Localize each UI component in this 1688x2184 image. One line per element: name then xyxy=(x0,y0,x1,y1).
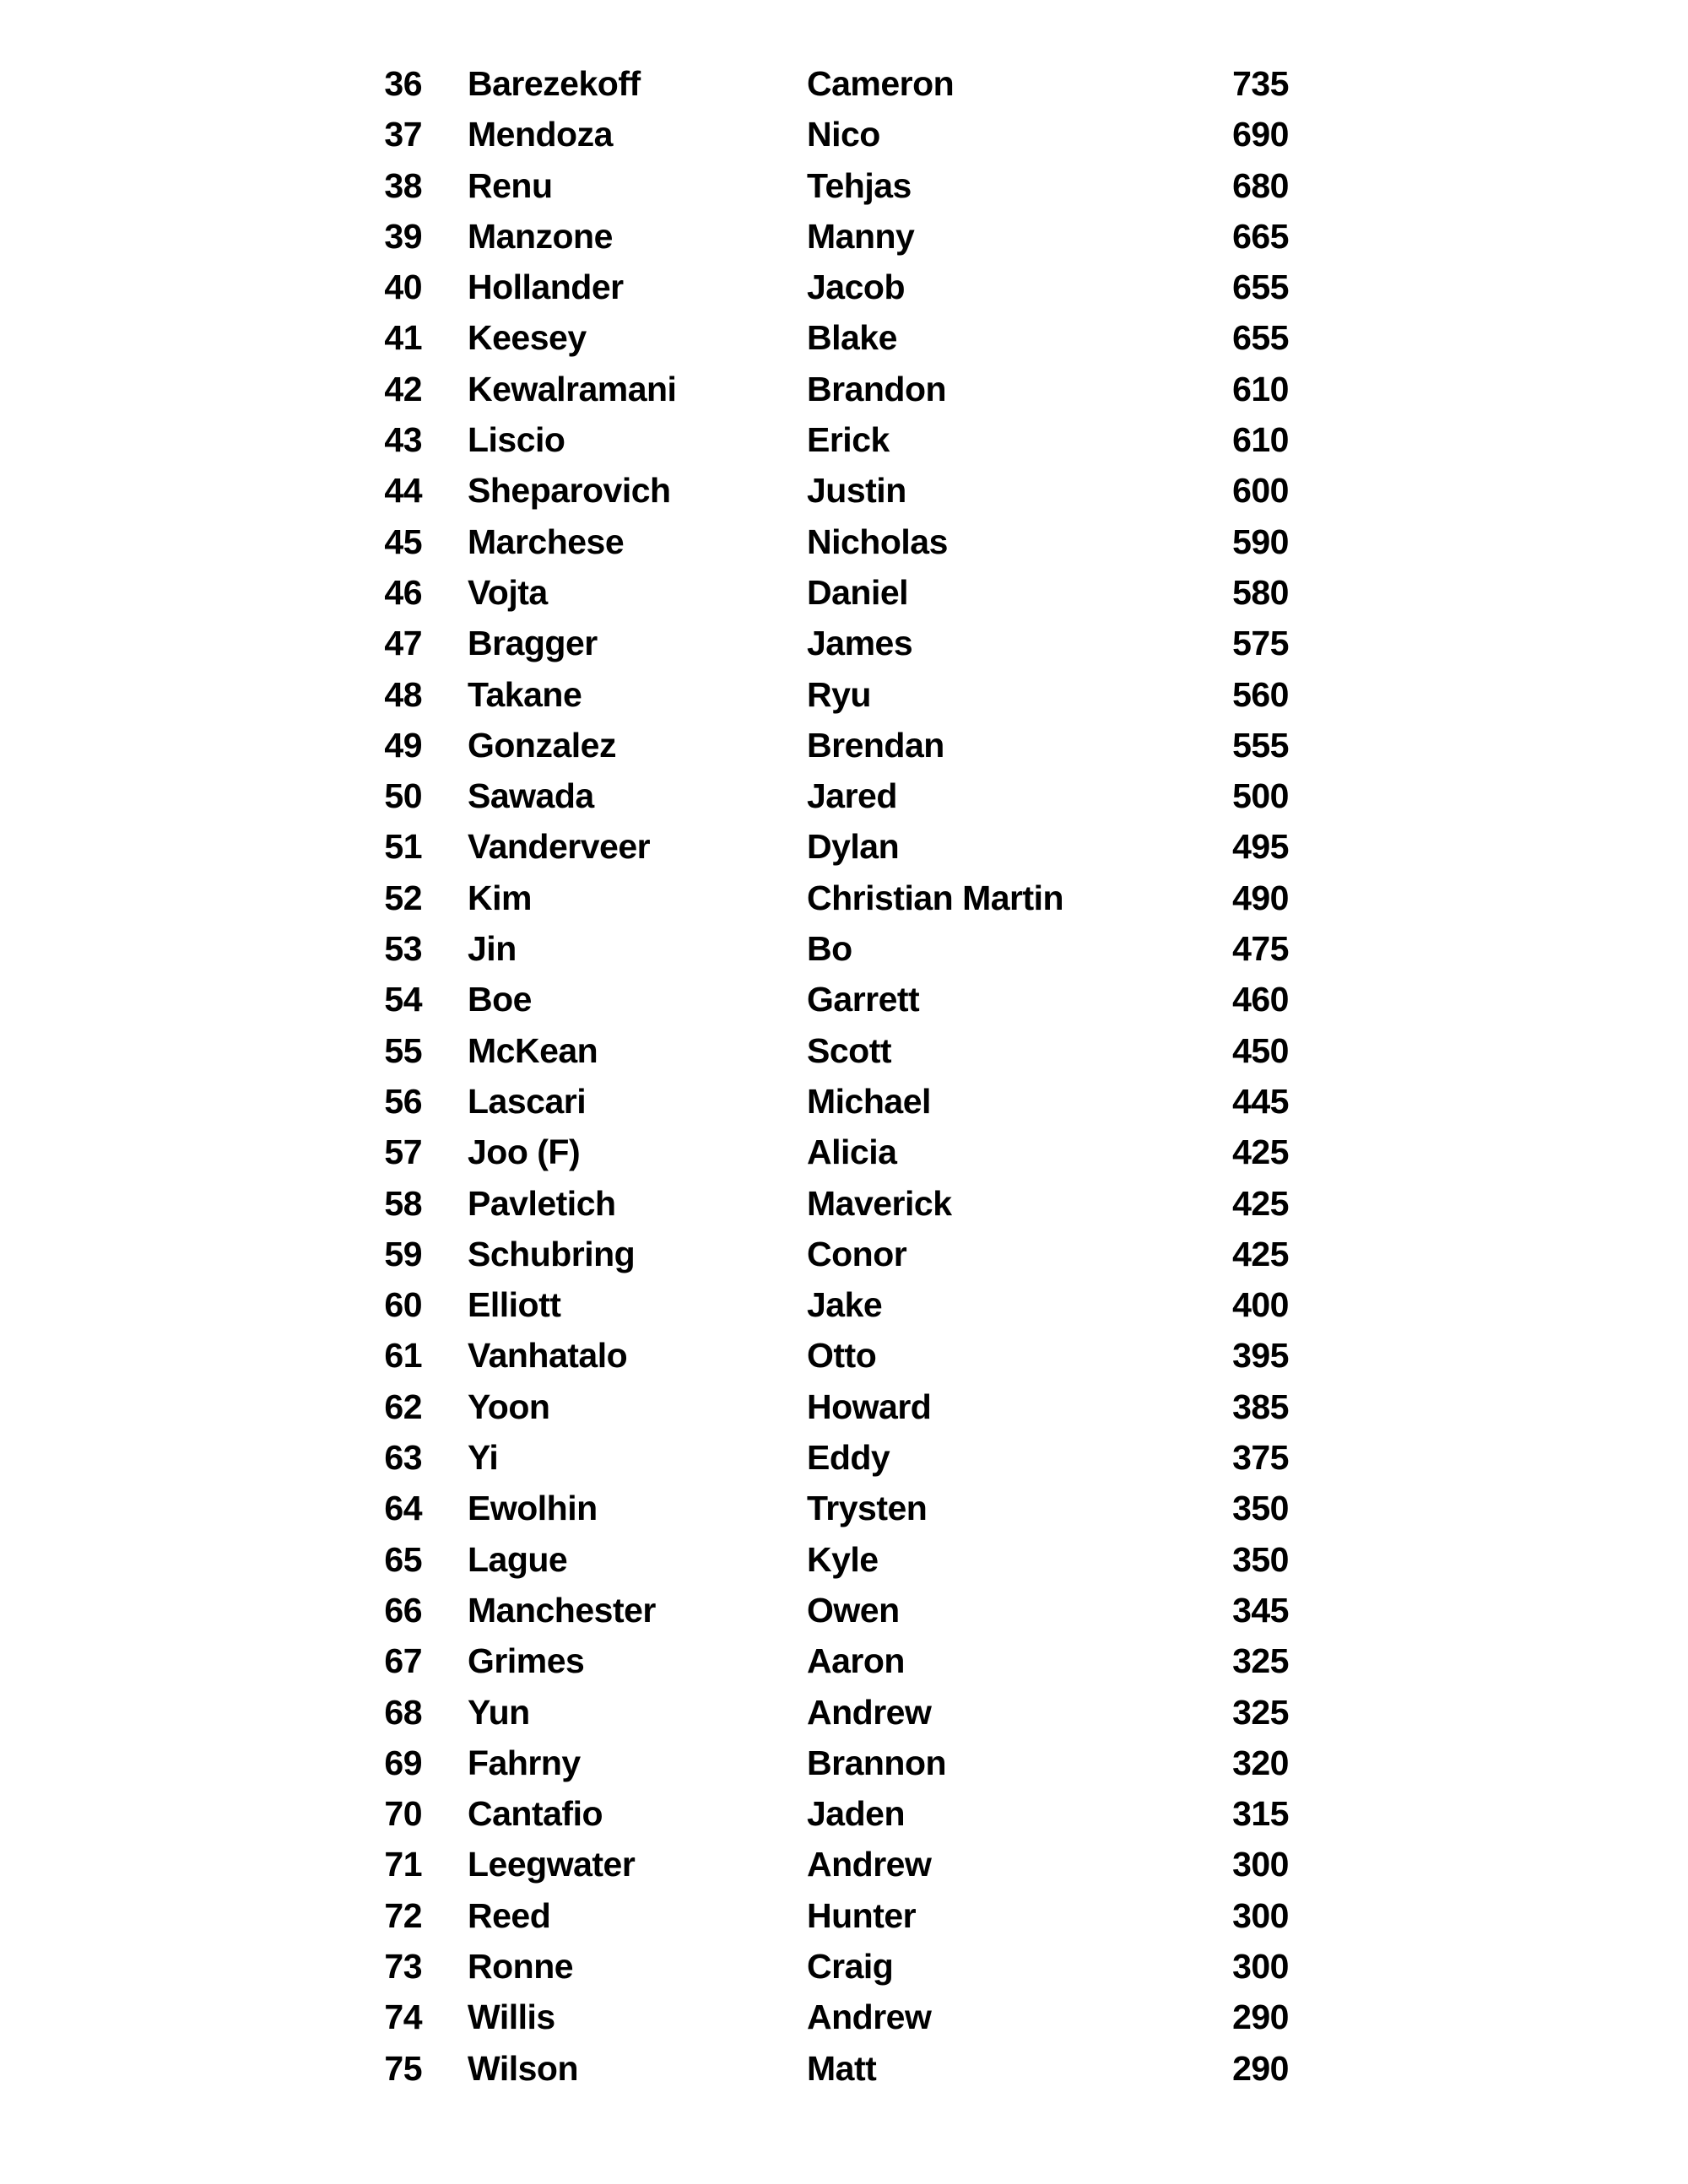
list-row xyxy=(0,669,1688,720)
rank-number: 42 xyxy=(384,369,422,408)
last-name: Leegwater xyxy=(468,1845,636,1884)
score: 400 xyxy=(1232,1285,1289,1325)
list-row xyxy=(0,1890,1688,1941)
rank-number: 53 xyxy=(384,929,422,969)
list-row xyxy=(0,1635,1688,1686)
first-name: Brendan xyxy=(807,725,944,765)
list-row xyxy=(0,1178,1688,1229)
list-row xyxy=(0,2043,1688,2094)
list-row xyxy=(0,974,1688,1024)
list-row xyxy=(0,109,1688,159)
rank-number: 52 xyxy=(384,878,422,917)
last-name: Sheparovich xyxy=(468,471,671,511)
first-name: Alicia xyxy=(807,1133,897,1172)
score: 610 xyxy=(1232,369,1289,408)
list-row xyxy=(0,364,1688,414)
list-row xyxy=(0,1687,1688,1738)
rank-number: 55 xyxy=(384,1030,422,1070)
last-name: Yoon xyxy=(468,1387,550,1426)
last-name: Grimes xyxy=(468,1641,585,1681)
rank-number: 65 xyxy=(384,1539,422,1579)
score: 290 xyxy=(1232,1997,1289,2037)
score: 490 xyxy=(1232,878,1289,917)
score: 315 xyxy=(1232,1794,1289,1834)
last-name: Ronne xyxy=(468,1946,574,1986)
rank-number: 59 xyxy=(384,1234,422,1273)
first-name: Manny xyxy=(807,216,915,256)
last-name: Renu xyxy=(468,165,553,205)
first-name: Conor xyxy=(807,1234,907,1273)
score: 450 xyxy=(1232,1030,1289,1070)
score: 345 xyxy=(1232,1590,1289,1630)
last-name: Kewalramani xyxy=(468,369,677,408)
first-name: Kyle xyxy=(807,1539,879,1579)
first-name: Nico xyxy=(807,115,880,154)
rank-number: 40 xyxy=(384,268,422,307)
score: 300 xyxy=(1232,1895,1289,1935)
last-name: Gonzalez xyxy=(468,725,616,765)
rank-number: 43 xyxy=(384,420,422,460)
first-name: Erick xyxy=(807,420,890,460)
score: 460 xyxy=(1232,980,1289,1019)
list-row xyxy=(0,1381,1688,1432)
score: 325 xyxy=(1232,1692,1289,1732)
last-name: Yun xyxy=(468,1692,530,1732)
last-name: Takane xyxy=(468,674,582,714)
rank-number: 46 xyxy=(384,572,422,612)
rank-number: 50 xyxy=(384,776,422,816)
first-name: Jared xyxy=(807,776,897,816)
rank-number: 57 xyxy=(384,1133,422,1172)
list-row xyxy=(0,1229,1688,1279)
last-name: Ewolhin xyxy=(468,1489,598,1528)
score: 580 xyxy=(1232,572,1289,612)
score: 395 xyxy=(1232,1336,1289,1376)
rank-number: 73 xyxy=(384,1946,422,1986)
first-name: Ryu xyxy=(807,674,871,714)
last-name: Fahrny xyxy=(468,1743,581,1782)
score: 655 xyxy=(1232,318,1289,358)
list-row xyxy=(0,1279,1688,1330)
first-name: Justin xyxy=(807,471,906,511)
first-name: Eddy xyxy=(807,1438,890,1478)
rank-number: 45 xyxy=(384,522,422,561)
last-name: Elliott xyxy=(468,1285,561,1325)
first-name: Bo xyxy=(807,929,852,969)
last-name: Jin xyxy=(468,929,517,969)
score: 495 xyxy=(1232,827,1289,867)
list-row xyxy=(0,312,1688,363)
score: 735 xyxy=(1232,64,1289,103)
last-name: McKean xyxy=(468,1030,598,1070)
last-name: Cantafio xyxy=(468,1794,603,1834)
score: 680 xyxy=(1232,165,1289,205)
first-name: Howard xyxy=(807,1387,932,1426)
rank-number: 64 xyxy=(384,1489,422,1528)
first-name: Tehjas xyxy=(807,165,912,205)
last-name: Lascari xyxy=(468,1081,587,1121)
last-name: Vojta xyxy=(468,572,548,612)
rank-number: 70 xyxy=(384,1794,422,1834)
score: 385 xyxy=(1232,1387,1289,1426)
score: 655 xyxy=(1232,268,1289,307)
score: 690 xyxy=(1232,115,1289,154)
rank-number: 44 xyxy=(384,471,422,511)
first-name: Andrew xyxy=(807,1997,932,2037)
score: 610 xyxy=(1232,420,1289,460)
score: 500 xyxy=(1232,776,1289,816)
list-row xyxy=(0,1941,1688,1992)
last-name: Vanhatalo xyxy=(468,1336,628,1376)
first-name: Andrew xyxy=(807,1692,932,1732)
score: 555 xyxy=(1232,725,1289,765)
last-name: Mendoza xyxy=(468,115,613,154)
rank-number: 62 xyxy=(384,1387,422,1426)
first-name: Dylan xyxy=(807,827,900,867)
score: 300 xyxy=(1232,1845,1289,1884)
first-name: Otto xyxy=(807,1336,877,1376)
rank-number: 74 xyxy=(384,1997,422,2037)
last-name: Bragger xyxy=(468,624,598,663)
score: 425 xyxy=(1232,1234,1289,1273)
rank-number: 72 xyxy=(384,1895,422,1935)
last-name: Barezekoff xyxy=(468,64,641,103)
list-row xyxy=(0,1025,1688,1076)
list-row xyxy=(0,1992,1688,2042)
first-name: Michael xyxy=(807,1081,931,1121)
rank-number: 38 xyxy=(384,165,422,205)
score: 350 xyxy=(1232,1539,1289,1579)
last-name: Boe xyxy=(468,980,532,1019)
score: 475 xyxy=(1232,929,1289,969)
score: 320 xyxy=(1232,1743,1289,1782)
last-name: Schubring xyxy=(468,1234,636,1273)
last-name: Lague xyxy=(468,1539,568,1579)
list-row xyxy=(0,160,1688,211)
list-row xyxy=(0,262,1688,312)
first-name: James xyxy=(807,624,913,663)
first-name: Jaden xyxy=(807,1794,905,1834)
first-name: Blake xyxy=(807,318,897,358)
rank-number: 75 xyxy=(384,2048,422,2088)
list-row xyxy=(0,821,1688,872)
rank-number: 41 xyxy=(384,318,422,358)
list-row xyxy=(0,873,1688,923)
first-name: Trysten xyxy=(807,1489,928,1528)
first-name: Andrew xyxy=(807,1845,932,1884)
list-row xyxy=(0,618,1688,668)
rank-number: 51 xyxy=(384,827,422,867)
last-name: Yi xyxy=(468,1438,499,1478)
rank-number: 58 xyxy=(384,1183,422,1223)
list-row xyxy=(0,567,1688,618)
first-name: Scott xyxy=(807,1030,891,1070)
list-row xyxy=(0,465,1688,516)
score: 590 xyxy=(1232,522,1289,561)
last-name: Willis xyxy=(468,1997,555,2037)
rank-number: 47 xyxy=(384,624,422,663)
list-row xyxy=(0,1127,1688,1177)
rank-number: 71 xyxy=(384,1845,422,1884)
first-name: Brandon xyxy=(807,369,947,408)
score: 325 xyxy=(1232,1641,1289,1681)
score: 425 xyxy=(1232,1183,1289,1223)
first-name: Maverick xyxy=(807,1183,952,1223)
list-row xyxy=(0,1432,1688,1483)
rank-number: 36 xyxy=(384,64,422,103)
first-name: Craig xyxy=(807,1946,894,1986)
last-name: Vanderveer xyxy=(468,827,651,867)
first-name: Cameron xyxy=(807,64,955,103)
list-row xyxy=(0,1738,1688,1788)
last-name: Reed xyxy=(468,1895,551,1935)
first-name: Jacob xyxy=(807,268,905,307)
rank-number: 61 xyxy=(384,1336,422,1376)
rank-number: 39 xyxy=(384,216,422,256)
list-row xyxy=(0,770,1688,821)
first-name: Christian Martin xyxy=(807,878,1064,917)
first-name: Aaron xyxy=(807,1641,905,1681)
rank-number: 37 xyxy=(384,115,422,154)
score: 375 xyxy=(1232,1438,1289,1478)
score: 560 xyxy=(1232,674,1289,714)
list-row xyxy=(0,1330,1688,1381)
last-name: Liscio xyxy=(468,420,565,460)
list-row xyxy=(0,1788,1688,1839)
score: 445 xyxy=(1232,1081,1289,1121)
last-name: Wilson xyxy=(468,2048,579,2088)
list-row xyxy=(0,58,1688,109)
last-name: Sawada xyxy=(468,776,594,816)
list-row xyxy=(0,1076,1688,1127)
rank-number: 63 xyxy=(384,1438,422,1478)
list-row xyxy=(0,414,1688,465)
score: 425 xyxy=(1232,1133,1289,1172)
score: 575 xyxy=(1232,624,1289,663)
list-row xyxy=(0,516,1688,567)
last-name: Marchese xyxy=(468,522,625,561)
last-name: Kim xyxy=(468,878,532,917)
ranking-list xyxy=(0,58,1688,2094)
list-row xyxy=(0,923,1688,974)
list-row xyxy=(0,1483,1688,1533)
first-name: Owen xyxy=(807,1590,900,1630)
first-name: Matt xyxy=(807,2048,877,2088)
rank-number: 67 xyxy=(384,1641,422,1681)
list-row xyxy=(0,211,1688,262)
rank-number: 60 xyxy=(384,1285,422,1325)
rank-number: 68 xyxy=(384,1692,422,1732)
score: 290 xyxy=(1232,2048,1289,2088)
score: 350 xyxy=(1232,1489,1289,1528)
list-row xyxy=(0,720,1688,770)
first-name: Brannon xyxy=(807,1743,947,1782)
rank-number: 54 xyxy=(384,980,422,1019)
first-name: Nicholas xyxy=(807,522,948,561)
first-name: Jake xyxy=(807,1285,883,1325)
first-name: Daniel xyxy=(807,572,909,612)
rank-number: 48 xyxy=(384,674,422,714)
first-name: Garrett xyxy=(807,980,920,1019)
last-name: Keesey xyxy=(468,318,587,358)
last-name: Pavletich xyxy=(468,1183,616,1223)
last-name: Joo (F) xyxy=(468,1133,581,1172)
score: 300 xyxy=(1232,1946,1289,1986)
first-name: Hunter xyxy=(807,1895,917,1935)
last-name: Manzone xyxy=(468,216,613,256)
score: 665 xyxy=(1232,216,1289,256)
list-row xyxy=(0,1534,1688,1585)
rank-number: 66 xyxy=(384,1590,422,1630)
rank-number: 49 xyxy=(384,725,422,765)
list-row xyxy=(0,1585,1688,1635)
rank-number: 69 xyxy=(384,1743,422,1782)
last-name: Manchester xyxy=(468,1590,656,1630)
rank-number: 56 xyxy=(384,1081,422,1121)
score: 600 xyxy=(1232,471,1289,511)
last-name: Hollander xyxy=(468,268,624,307)
list-row xyxy=(0,1839,1688,1889)
